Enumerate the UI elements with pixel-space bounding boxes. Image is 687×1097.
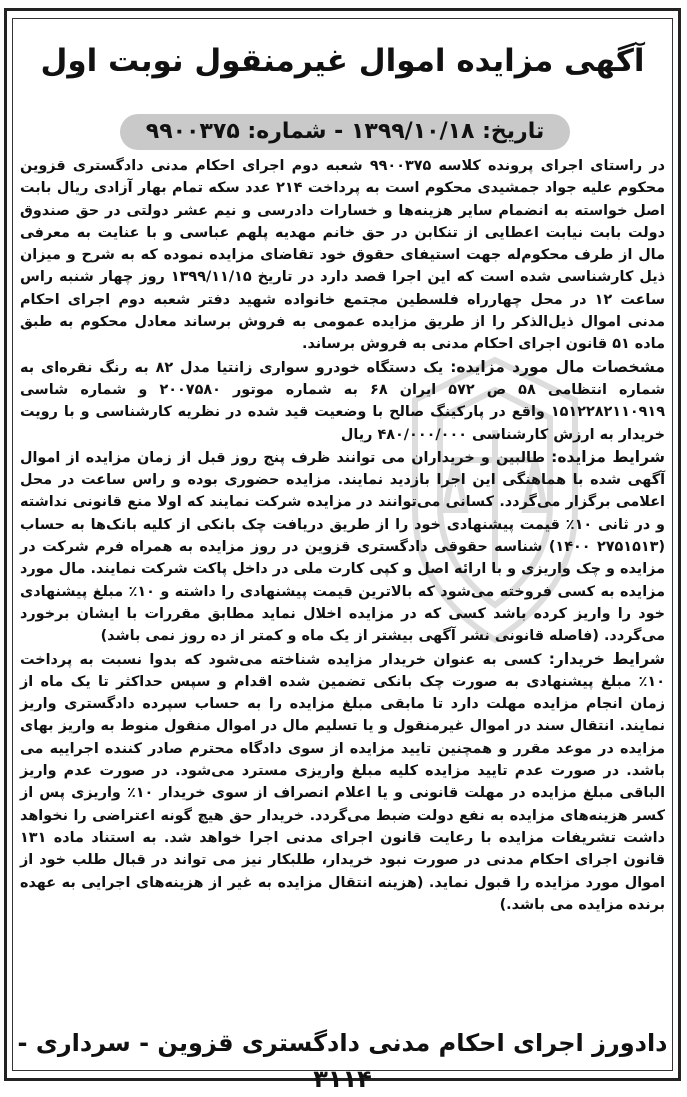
buyer-label: شرایط خریدار: — [548, 649, 666, 668]
date-number-band — [120, 114, 570, 150]
property-label: مشخصات مال مورد مزایده: — [450, 357, 665, 376]
property-text: یک دستگاه خودرو سواری زانتیا مدل ۸۲ به رنگ نقره‌ای به شماره انتظامی ۵۸ ص ۵۷۲ ایران ۶۸ به شماره موتور ۲۰۰۷۵۸۰ و شماره شاسی ۱۵۱۲۲۸۲۱۱۰۹۱۹ واقع در پارکینگ صالح با وضعیت قید شده در نظریه کارشناسی و با رویت خریدار به ارزش کارشناسی ۴۸۰/۰۰۰/۰۰۰ ریال — [20, 359, 665, 443]
property-paragraph — [20, 356, 665, 446]
buyer-text: کسی به عنوان خریدار مزایده شناخته می‌شود که بدوا نسبت به پرداخت ۱۰٪ مبلغ پیشنهادی به صورت چک بانکی تضمین شده اقدام و سپس حداکثر تا یک ماه از زمان انجام مزایده مهلت دارد تا مابقی مبلغ مزایده را به حساب سپرده دادگستری واریز نمایند. انتقال سند در اموال غیرمنقول و یا تسلیم مال در اموال منقول منوط به واریز بهای مزایده در موعد مقرر و همچنین تایید مزایده از سوی دادگاه محترم صادر کننده اجراییه می باشد. در صورت عدم تایید مزایده کلیه مبلغ واریزی مسترد می‌شود. در صورت عدم واریز الباقی مبلغ مزایده در مهلت قانونی و یا اعلام انصراف از سوی خریدار ۱۰٪ واریزی پس از کسر هزینه‌های مزایده به نفع دولت ضبط می‌گردد. خریدار حق هیچ گونه اعتراضی را نخواهد داشت تشریفات مزایده با رعایت قانون اجرای مدنی اجرا خواهد شد. به استناد ماده ۱۳۱ قانون اجرای احکام مدنی در صورت نبود خریدار، طلبکار نیز می تواند در قبال طلب خود از اموال مورد مزایده را قبول نماید. (هزینه انتقال مزایده به غیر از هزینه‌های اجرایی به عهده برنده مزایده می باشد.) — [20, 651, 665, 913]
intro-paragraph: در راستای اجرای پرونده کلاسه ۹۹۰۰۳۷۵ شعبه دوم اجرای احکام مدنی دادگستری قزوین محکوم علیه جواد جمشیدی محکوم است به پرداخت ۲۱۴ عدد سکه تمام بهار آزادی ریال بابت اصل خواسته به انضمام سایر هزینه‌ها و خسارات دادرسی و نیم عشر دولتی در حق صندوق دولت بابت نیابت اعطایی از تنکابن در حق خانم مهدیه پلهم عباسی و با عنایت به معرفی مال از طرف محکوم‌له جهت استیفای حقوق خود تقاضای مزایده نموده که به شرح و میزان ذیل کارشناسی شده است که این اجرا قصد دارد در تاریخ ۱۳۹۹/۱۱/۱۵ روز چهار شنبه راس ساعت ۱۲ در محل چهارراه فلسطین مجتمع خانواده شهید دفتر شعبه دوم اجرای احکام مدنی اموال ذیل‌الذکر را از طریق مزایده عمومی به فروش برساند معادل محکوم به طبق ماده ۵۱ قانون اجرای احکام مدنی به فروش برساند. — [20, 158, 665, 353]
date-number-text: تاریخ: ۱۳۹۹/۱۰/۱۸ - شماره: ۹۹۰۰۳۷۵ — [145, 119, 545, 144]
notice-title: آگهی مزایده اموال غیرمنقول نوبت اول — [40, 43, 645, 79]
buyer-paragraph — [20, 648, 665, 917]
terms-label: شرایط مزایده: — [551, 447, 665, 466]
footer-signature: دادورز اجرای احکام مدنی دادگستری قزوین - سرداری - ۳۱۱۴ — [17, 1029, 668, 1093]
terms-paragraph — [20, 446, 665, 648]
terms-text: طالبین و خریداران می توانند ظرف پنج روز قبل از زمان مزایده از اموال آگهی شده با هماهنگی این اجرا بازدید نمایند. مزایده حضوری بوده و راس ساعت در محل اعلامی برگزار می‌گردد. کسانی می‌توانند در مزایده شرکت نمایند که اولا منع قانونی نداشته و در ثانی ۱۰٪ قیمت پیشنهادی خود را از طریق دریافت چک بانکی از کلیه بانک‌ها به حساب (۲۷۵۱۵۱۳ ۱۴۰۰) شناسه حقوقی دادگستری قزوین در روز مزایده به همراه فرم شرکت در مزایده و چک واریزی و با ارائه اصل و کپی کارت ملی در داخل پاکت شرکت نمایند. مال مورد مزایده به کسی فروخته می‌شود که بالاترین قیمت پیشنهادی را داشته و ۱۰٪ مبلغ پیشنهادی خود را واریز کرده باشد کسی که در مزایده اخلال نماید مطابق مقررات با ایشان برخورد می‌گردد. (فاصله قانونی نشر آگهی بیشتر از یک ماه و کمتر از ده روز نمی باشد) — [20, 449, 666, 645]
notice-body — [20, 155, 665, 916]
